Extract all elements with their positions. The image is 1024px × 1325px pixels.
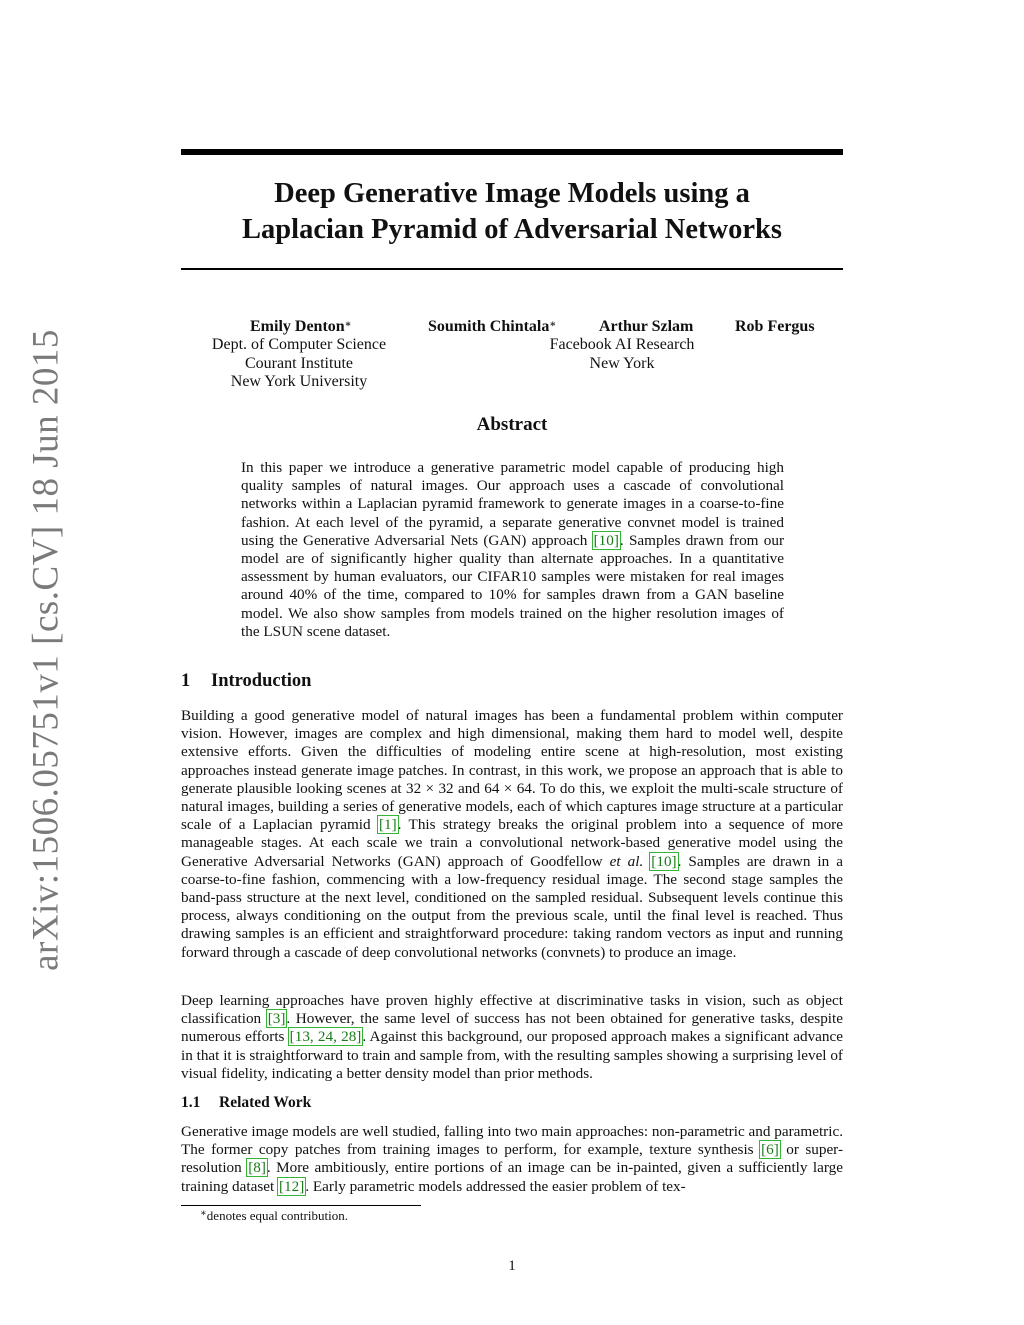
- author-4: [735, 317, 815, 336]
- paragraph-text: . This strategy breaks the original problem into a sequence of more manageable stages. At each scale we train a convolutional network-based generative model using the Generative Adversarial Networks (GAN) approach of Goodfellow: [181, 816, 843, 870]
- author-3-name: Arthur Szlam: [599, 318, 694, 335]
- subsection-heading-related-work: [181, 1094, 311, 1112]
- abstract-text-part: . Samples drawn from our model are of significantly higher quality than alternate approaches. In a quantitative assessment by human evaluators, our CIFAR10 samples were mistaken for real images around 40% of the time, compared to 10% for samples drawn from a GAN baseline model. We also show samples from models trained on the higher resolution images of the LSUN scene dataset.: [241, 531, 784, 640]
- title-line-2: Laplacian Pyramid of Adversarial Networks: [242, 214, 782, 245]
- abstract-text-part: In this paper we introduce a generative parametric model capable of producing high quality samples of natural images. Our approach uses a cascade of convolutional networks within a Laplacian pyramid framework to generate images in a coarse-to-fine fashion. At each level of the pyramid, a separate generative convnet model is trained using the Generative Adversarial Nets (GAN) approach: [241, 459, 784, 549]
- section-title: Introduction: [211, 671, 312, 691]
- section-number: 1: [181, 671, 191, 691]
- citation-link[interactable]: [13, 24, 28]: [289, 1028, 362, 1046]
- paragraph-text: . Against this background, our proposed approach makes a significant advance in that it is straightforward to train and sample from, with the resulting samples showing a surprising level of visual fidelity, indicating a better density model than prior methods.: [181, 1028, 843, 1082]
- page-number: 1: [508, 1258, 516, 1274]
- paragraph-text: . More ambitiously, entire portions of an image can be in-painted, given a sufficiently large training dataset: [181, 1159, 843, 1195]
- author-1-mark: ∗: [344, 319, 352, 330]
- citation-link[interactable]: [3]: [267, 1010, 286, 1028]
- citation-link[interactable]: [10]: [651, 852, 677, 870]
- author-3: [599, 317, 693, 336]
- affiliation-nyu-line: New York University: [230, 373, 368, 390]
- abstract-heading: Abstract: [476, 414, 548, 435]
- paragraph-text: Deep learning approaches have proven highly effective at discriminative tasks in vision, such as object classification: [181, 992, 843, 1028]
- citation-link[interactable]: [6]: [761, 1141, 779, 1159]
- paragraph-text: . However, the same level of success has not been obtained for generative tasks, despite numerous efforts: [181, 1010, 843, 1046]
- author-1: [250, 317, 352, 336]
- footnote-mark: ∗: [200, 1208, 207, 1219]
- affiliation-nyu: [199, 336, 399, 392]
- author-2-mark: ∗: [549, 319, 557, 330]
- title-rule-bottom: [181, 268, 843, 270]
- section-heading-introduction: [181, 671, 311, 692]
- footnote: [200, 1208, 348, 1224]
- affiliation-fb-line: New York: [589, 354, 655, 372]
- subsection-title: Related Work: [219, 1094, 312, 1111]
- subsection-number: 1.1: [181, 1094, 201, 1111]
- paragraph-text: . Samples are drawn in a coarse-to-fine fashion, commencing with a low-frequency residual image. The second stage samples the band-pass structure at the next level, conditioned on the sampled residual. Subsequent levels continue this process, always conditioning on the output from the previous scale, until the final level is reached. Thus drawing samples is an efficient and straightforward procedure: taking random vectors as input and running forward through a cascade of deep convolutional networks (convnets) to produce an image.: [181, 852, 844, 961]
- author-2: [428, 317, 556, 336]
- paragraph-text: Generative image models are well studied, falling into two main approaches: non-parametric and parametric. The former copy patches from training images to perform, for example, texture synthesis: [181, 1123, 843, 1159]
- affiliation-nyu-line: Courant Institute: [245, 354, 353, 372]
- abstract-text: [241, 459, 784, 641]
- author-4-name: Rob Fergus: [735, 318, 815, 335]
- affiliation-nyu-line: Dept. of Computer Science: [211, 336, 387, 353]
- paper-title: [181, 176, 843, 248]
- paragraph-text: . Early parametric models addressed the easier problem of tex-: [305, 1177, 686, 1195]
- footnote-rule: [181, 1205, 421, 1206]
- intro-paragraph-2: [181, 992, 843, 1083]
- related-work-paragraph: [181, 1123, 843, 1196]
- affiliation-facebook: [522, 336, 722, 373]
- citation-link[interactable]: [1]: [378, 816, 397, 834]
- paragraph-text: Building a good generative model of natural images has been a fundamental problem within computer vision. However, images are complex and high dimensional, making them hard to model well, despite extensive efforts. Given the difficulties of modeling entire scene at high-resolution, most existing approaches instead generate image patches. In contrast, in this work, we propose an approach that is able to generate plausible looking scenes at 32 × 32 and 64 × 64. To do this, we exploit the multi-scale structure of natural images, building a series of generative models, each of which captures image structure at a particular scale of a Laplacian pyramid: [181, 707, 843, 834]
- title-rule-top: [181, 149, 843, 155]
- citation-link[interactable]: [8]: [248, 1159, 266, 1177]
- paragraph-text: or super-resolution: [181, 1141, 843, 1177]
- author-2-name: Soumith Chintala: [428, 318, 550, 335]
- author-1-name: Emily Denton: [250, 318, 345, 335]
- arxiv-identifier: arXiv:1506.05751v1 [cs.CV] 18 Jun 2015: [25, 329, 67, 971]
- footnote-text: denotes equal contribution.: [206, 1208, 348, 1223]
- paragraph-text-italic: et al.: [609, 852, 644, 870]
- intro-paragraph-1: [181, 707, 843, 962]
- citation-link[interactable]: [12]: [279, 1177, 305, 1195]
- citation-link[interactable]: [10]: [593, 531, 619, 549]
- affiliation-fb-line: Facebook AI Research: [549, 336, 695, 353]
- title-line-1: Deep Generative Image Models using a: [274, 178, 750, 209]
